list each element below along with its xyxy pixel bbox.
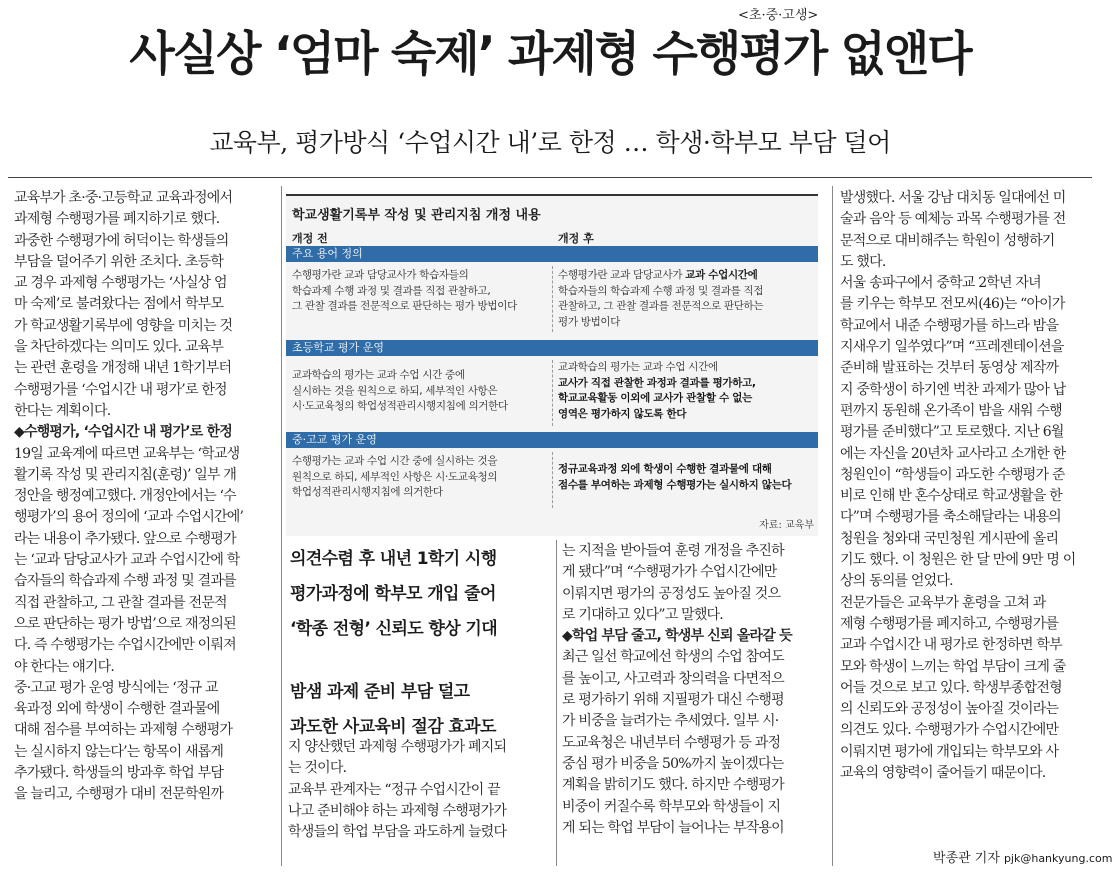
text-line: 교육부 관계자는 “정규 수업시간이 끝 [288, 781, 500, 798]
text-line: 의 신뢰도와 공정성이 높아질 것이라는 [840, 701, 1059, 718]
text-line: 야 한다는 얘기다. [14, 658, 115, 675]
text-line: 게 됐다”며 “수행평가가 수업시간에만 [562, 564, 777, 581]
pull-quote [290, 542, 550, 745]
text-line: 육과정 외에 학생이 수행한 결과물에 [14, 701, 220, 718]
text-line: 직접 관찰하고, 그 관찰 결과를 전문적 [14, 594, 227, 611]
text-line: 비로 인해 반 혼수상태로 학교생활을 한 [840, 488, 1062, 505]
pull-quote-spacer [290, 647, 550, 675]
text-line: 로 기대하고 있다”고 말했다. [562, 606, 723, 623]
text-line: 으로 판단하는 평가 방법’으로 재정의된 [14, 615, 236, 632]
text-line: 다. 즉 수행평가는 수업시간에만 이뤄져 [14, 637, 236, 654]
text-line: 전문가들은 교육부가 훈령을 고쳐 과 [840, 594, 1046, 611]
text-line: 상의 동의를 얻었다. [840, 573, 953, 590]
text-line: 준비해 발표하는 것부터 동영상 제작까 [840, 360, 1059, 377]
text-line: 중심 평가 비중을 50%까지 높이겠다는 [562, 755, 784, 772]
terms-after: 수행평가란 교과 담당교사가 교과 수업시간에 학습자들의 학습과제 수행 과정 및 결과를 직접 관찰하고, 그 관찰 결과를 전문적으로 판단하는 평가 방법이다 [558, 269, 764, 328]
pull-quote-line: 의견수렴 후 내년 1학기 시행 [290, 549, 497, 569]
subheadline: 교육부, 평가방식 ‘수업시간 내’로 한정 … 학생·학부모 부담 덜어 [209, 128, 891, 157]
text-line: 교 경우 과제형 수행평가는 ‘사실상 엄 [14, 275, 227, 292]
column-divider [832, 186, 833, 866]
text-line: 수행평가를 ‘수업시간 내 평가’로 한정 [14, 381, 227, 398]
article-column-4 [840, 188, 1092, 784]
text-line: 가 비중을 늘려가는 추세였다. 일부 시· [562, 713, 779, 730]
text-line: 편까지 동원해 온가족이 밤을 새워 수행 [840, 402, 1062, 419]
byline [933, 847, 1112, 866]
text-line: 제형 수행평가를 폐지하고, 수행평가를 [840, 615, 1059, 632]
text-line: 학교에서 내준 수행평가를 하느라 밤을 [840, 317, 1059, 334]
text-line: 지 양산했던 과제형 수행평가가 폐지되 [288, 739, 507, 755]
section-band-elementary: 초등학교 평가 운영 [286, 340, 818, 356]
text-line: 술과 음악 등 예체능 과목 수행평가를 전 [840, 211, 1066, 228]
pull-quote-line: 평가과정에 학부모 개입 줄어 [290, 584, 496, 604]
text-line: 정안을 행정예고했다. 개정안에서는 ‘수 [14, 488, 236, 505]
text-line: 로 평가하기 위해 지필평가 대신 수행평 [562, 692, 784, 709]
text-line: 발생했다. 서울 강남 대치동 일대에선 미 [840, 190, 1066, 206]
text-line: 추가됐다. 학생들의 방과후 학업 부담 [14, 765, 224, 782]
text-line: 모와 학생이 느끼는 학업 부담이 크게 줄 [840, 658, 1066, 675]
text-line: 비중이 커질수록 학부모와 학생들이 지 [562, 798, 781, 815]
text-line: 문적으로 대비해주는 학원이 성행하기 [840, 232, 1055, 249]
text-line: 계획을 밝히기도 했다. 하지만 수행평가 [562, 777, 784, 794]
text-line: 어들 것으로 보고 있다. 학생부종합전형 [840, 679, 1062, 696]
column-separator [552, 360, 553, 426]
text-line: 가 학교생활기록부에 영향을 미치는 것 [14, 317, 233, 334]
text-line: 지새우기 일쑤였다”며 “프레젠테이션을 [840, 339, 1064, 356]
text-line: 를 키우는 학부모 전모씨(46)는 “아이가 [840, 296, 1065, 313]
text-line: 를 높이고, 사고력과 창의력을 다면적으 [562, 670, 784, 687]
pull-quote-line: 밤샘 과제 준비 부담 덜고 [290, 682, 470, 702]
text-line: 중·고교 평가 운영 방식에는 ‘정규 교 [14, 679, 218, 696]
table-title: 학교생활기록부 작성 및 관리지침 개정 내용 [292, 208, 541, 223]
text-line: 이뤄지면 평가에 개입되는 학부모와 사 [840, 743, 1059, 760]
elementary-before: 교과학습의 평가는 교과 수업 시간 중에 실시하는 것을 원칙으로 하되, 세부적인 사항은 시·도교육청의 학업성적관리시행지침에 의거한다 [292, 369, 508, 412]
terms-before: 수행평가란 교과 담당교사가 학습자들의 학습과제 수행 과정 및 결과를 직접 관찰하고, 그 관찰 결과를 전문적으로 판단하는 평가 방법이다 [292, 269, 517, 312]
section-band-secondary: 중·고교 평가 운영 [286, 432, 818, 448]
pull-quote-line: ‘학종 전형’ 신뢰도 향상 기대 [290, 619, 498, 639]
article-column-2 [288, 737, 551, 843]
text-line: 교육의 영향력이 줄어들기 때문이다. [840, 765, 1046, 782]
text-line: 는 지적을 받아들여 훈령 개정을 추진하 [562, 543, 784, 559]
column-divider [281, 186, 282, 866]
pull-quote-line: 과도한 사교육비 절감 효과도 [290, 717, 496, 737]
text-line: 청원인이 “학생들이 과도한 수행평가 준 [840, 466, 1065, 483]
text-line: 게 되는 학업 부담이 늘어나는 부작용이 [562, 819, 784, 836]
column-divider [556, 540, 557, 866]
article-column-1 [14, 188, 276, 806]
section-band-terms: 주요 용어 정의 [286, 246, 818, 262]
text-line: 는 실시하지 않는다’는 항목이 새롭게 [14, 743, 224, 760]
text-line: 는 것이다. [288, 760, 347, 777]
text-line: 도교육청은 내년부터 수행평가 등 과정 [562, 734, 781, 751]
text-line: 교육부가 초·중·고등학교 교육과정에서 [14, 190, 233, 206]
text-line: 라는 내용이 추가됐다. 앞으로 수행평가 [14, 530, 236, 547]
elementary-after: 교과학습의 평가는 교과 수업 시간에 교사가 직접 관찰한 과정과 결과를 평가하고, 학교교육활동 이외에 교사가 관찰할 수 없는 영역은 평가하지 않도록 한다 [558, 361, 756, 420]
text-line: 을 차단하겠다는 의미도 있다. 교육부 [14, 339, 224, 356]
text-line: 이뤄지면 평가의 공정성도 높아질 것으 [562, 585, 781, 602]
text-line: 행평가’의 용어 정의에 ‘교과 수업시간에’ [14, 509, 244, 526]
text-line: 을 늘리고, 수행평가 대비 전문학원까 [14, 786, 224, 803]
table-source: 자료: 교육부 [759, 520, 814, 531]
text-line: 서울 송파구에서 중학교 2학년 자녀 [840, 275, 1041, 292]
text-line: 과중한 수행평가에 허덕이는 학생들의 [14, 232, 229, 249]
article-column-3 [562, 541, 822, 839]
text-line: 19일 교육계에 따르면 교육부는 ‘학교생 [14, 445, 240, 462]
header-rule [8, 177, 1092, 178]
column-separator [552, 266, 553, 332]
secondary-before: 수행평가는 교과 수업 시간 중에 실시하는 것을 원칙으로 하되, 세부적인 사항은 시·도교육청의 학업성적관리시행지침에 의거한다 [292, 455, 498, 498]
section-heading-1: ◆수행평가, ‘수업시간 내 평가’로 한정 [14, 424, 232, 441]
text-line: 청원을 청와대 국민청원 게시판에 올리 [840, 530, 1059, 547]
text-line: 대해 점수를 부여하는 과제형 수행평가 [14, 722, 233, 739]
text-line: 활기록 작성 및 관리지침(훈령)’ 일부 개 [14, 466, 237, 483]
reporter-name: 박종관 기자 [933, 851, 1000, 866]
text-line: 마 숙제’로 불려왔다는 점에서 학부모 [14, 296, 224, 313]
text-line: 다”며 수행평가를 축소해달라는 내용의 [840, 509, 1061, 526]
text-line: 과제형 수행평가를 폐지하기로 했다. [14, 211, 220, 228]
column-separator [552, 452, 553, 508]
revision-table [286, 194, 818, 536]
text-line: 학생들의 학업 부담을 과도하게 늘렸다 [288, 824, 507, 841]
reporter-email: pjk@hankyung.com [1003, 852, 1112, 865]
text-line: 도 했다. [840, 253, 886, 270]
text-line: 최근 일선 학교에선 학생의 수업 참여도 [562, 649, 784, 666]
text-line: 나고 준비해야 하는 과제형 수행평가가 [288, 802, 507, 819]
text-line: 한다는 계획이다. [14, 402, 111, 419]
text-line: 에는 자신을 20년차 교사라고 소개한 한 [840, 445, 1066, 462]
text-line: 교과 수업시간 내 평가로 한정하면 학부 [840, 637, 1062, 654]
text-line: 의견도 있다. 수행평가가 수업시간에만 [840, 722, 1059, 739]
section-heading-2: ◆학업 부담 줄고, 학생부 신뢰 올라갈 듯 [562, 628, 792, 645]
table-header-before: 개정 전 [292, 232, 328, 245]
audience-tag: <초·중·고생> [738, 8, 819, 23]
headline: 사실상 ‘엄마 숙제’ 과제형 수행평가 없앤다 [129, 27, 971, 82]
text-line: 평가를 준비했다”고 토로했다. 지난 6월 [840, 424, 1064, 441]
text-line: 지 중학생이 하기엔 벅찬 과제가 많아 납 [840, 381, 1066, 398]
text-line: 부담을 덜어주기 위한 조치다. 초등학 [14, 253, 224, 270]
text-line: 는 관련 훈령을 개정해 내년 1학기부터 [14, 360, 232, 377]
text-line: 습자들의 학습과제 수행 과정 및 결과를 [14, 573, 236, 590]
table-header-after: 개정 후 [558, 232, 594, 245]
secondary-after: 정규교육과정 외에 학생이 수행한 결과물에 대해 점수를 부여하는 과제형 수행평가는 실시하지 않는다 [558, 463, 792, 491]
text-line: 는 ‘교과 담당교사가 교과 수업시간에 학 [14, 552, 240, 569]
text-line: 기도 했다. 이 청원은 한 달 만에 9만 명 이 [840, 552, 1076, 569]
